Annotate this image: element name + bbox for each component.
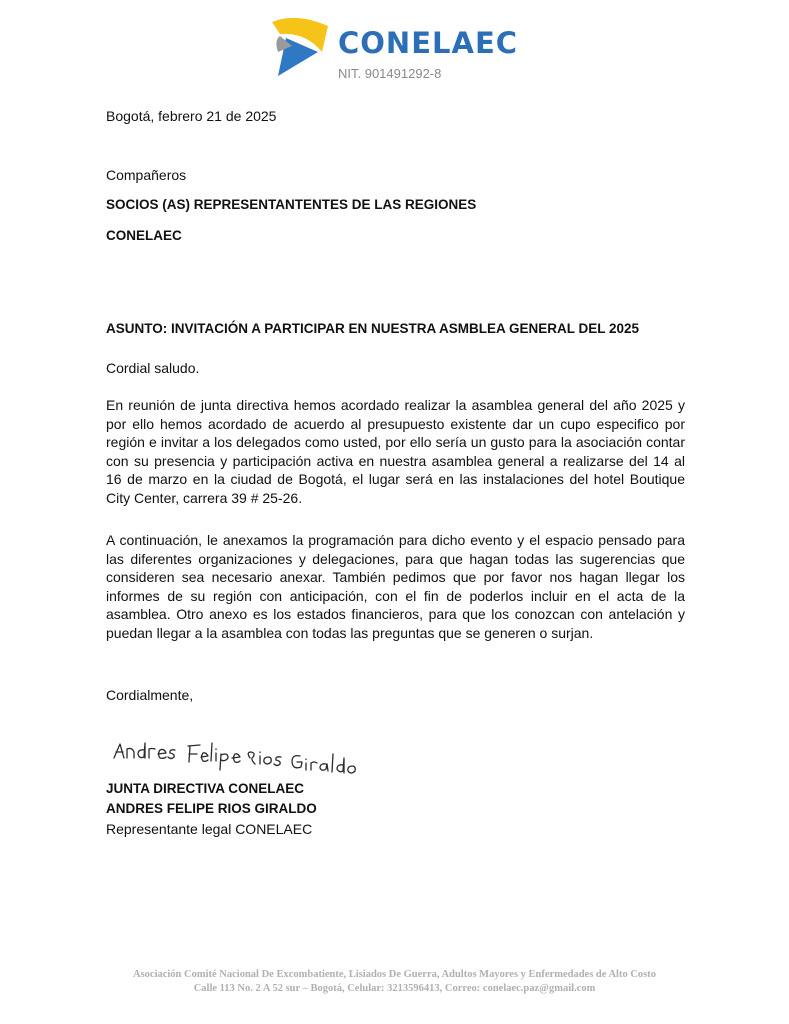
paragraph-1-line: región e invitar a los delegados como usted, por ello sería un gusto para la asociación contar (106, 434, 685, 450)
signer-org: JUNTA DIRECTIVA CONELAEC (106, 781, 305, 796)
paragraph-1 (106, 396, 685, 507)
paragraph-2-line: informes de su región con anticipación, con el fin de poderlos incluir en el acta de la (106, 587, 685, 604)
paragraph-1-line: City Center, carrera 39 # 25-26. (106, 489, 303, 506)
signer-title: Representante legal CONELAEC (106, 821, 313, 837)
letter-greeting: Cordial saludo. (106, 360, 200, 376)
paragraph-2-line: A continuación, le anexamos la programación para dicho evento y el espacio pensado para (106, 532, 685, 548)
conelaec-logo-icon (266, 12, 336, 78)
paragraph-1-line: En reunión de junta directiva hemos acordado realizar la asamblea general del año 2025 y (106, 397, 685, 413)
paragraph-1-line: con su presencia y participación activa en nuestra asamblea general a realizarse del 14 al (106, 452, 685, 469)
letter-closing: Cordialmente, (106, 687, 194, 703)
footer-org-line: Asociación Comité Nacional De Excombatiente, Lisiados De Guerra, Adultos Mayores y Enfermedades de Alto Costo (132, 969, 657, 980)
paragraph-1-line: 16 de marzo en la ciudad de Bogotá, el lugar será en las instalaciones del hotel Boutique (106, 471, 685, 487)
letter-subject: ASUNTO: INVITACIÓN A PARTICIPAR EN NUESTRA ASMBLEA GENERAL DEL 2025 (106, 321, 640, 336)
letter-date: Bogotá, febrero 21 de 2025 (106, 108, 277, 124)
paragraph-2-line: consideren sea necesario anexar. También pedimos que por favor nos hagan llegar los (106, 569, 685, 585)
paragraph-2-line: las diferentes organizaciones y delegaciones, para que hagan todas las sugerencias que (106, 550, 685, 567)
paragraph-2-line: asamblea. Otro anexo es los estados financieros, para que los conozcan con antelación y (106, 606, 685, 622)
salutation-to: Compañeros (106, 167, 187, 183)
paragraph-2 (106, 531, 685, 642)
recipient-line-1: SOCIOS (AS) REPRESENTANTENTES DE LAS REGIONES (106, 197, 477, 212)
signer-name: ANDRES FELIPE RIOS GIRALDO (106, 801, 317, 816)
footer-contact-line: Calle 113 No. 2 A 52 sur – Bogotá, Celular: 3213596413, Correo: conelaec.paz@gmail.com (193, 983, 596, 994)
paragraph-1-line: por ello hemos acordado de acuerdo al presupuesto existente dar un cupo especifico por (106, 415, 685, 432)
brand-name: CONELAEC (338, 26, 519, 60)
recipient-line-2: CONELAEC (106, 228, 182, 243)
brand-nit: NIT. 901491292-8 (338, 66, 442, 81)
paragraph-2-line: puedan llegar a la asamblea con todas las preguntas que se generen o surjan. (106, 624, 594, 641)
